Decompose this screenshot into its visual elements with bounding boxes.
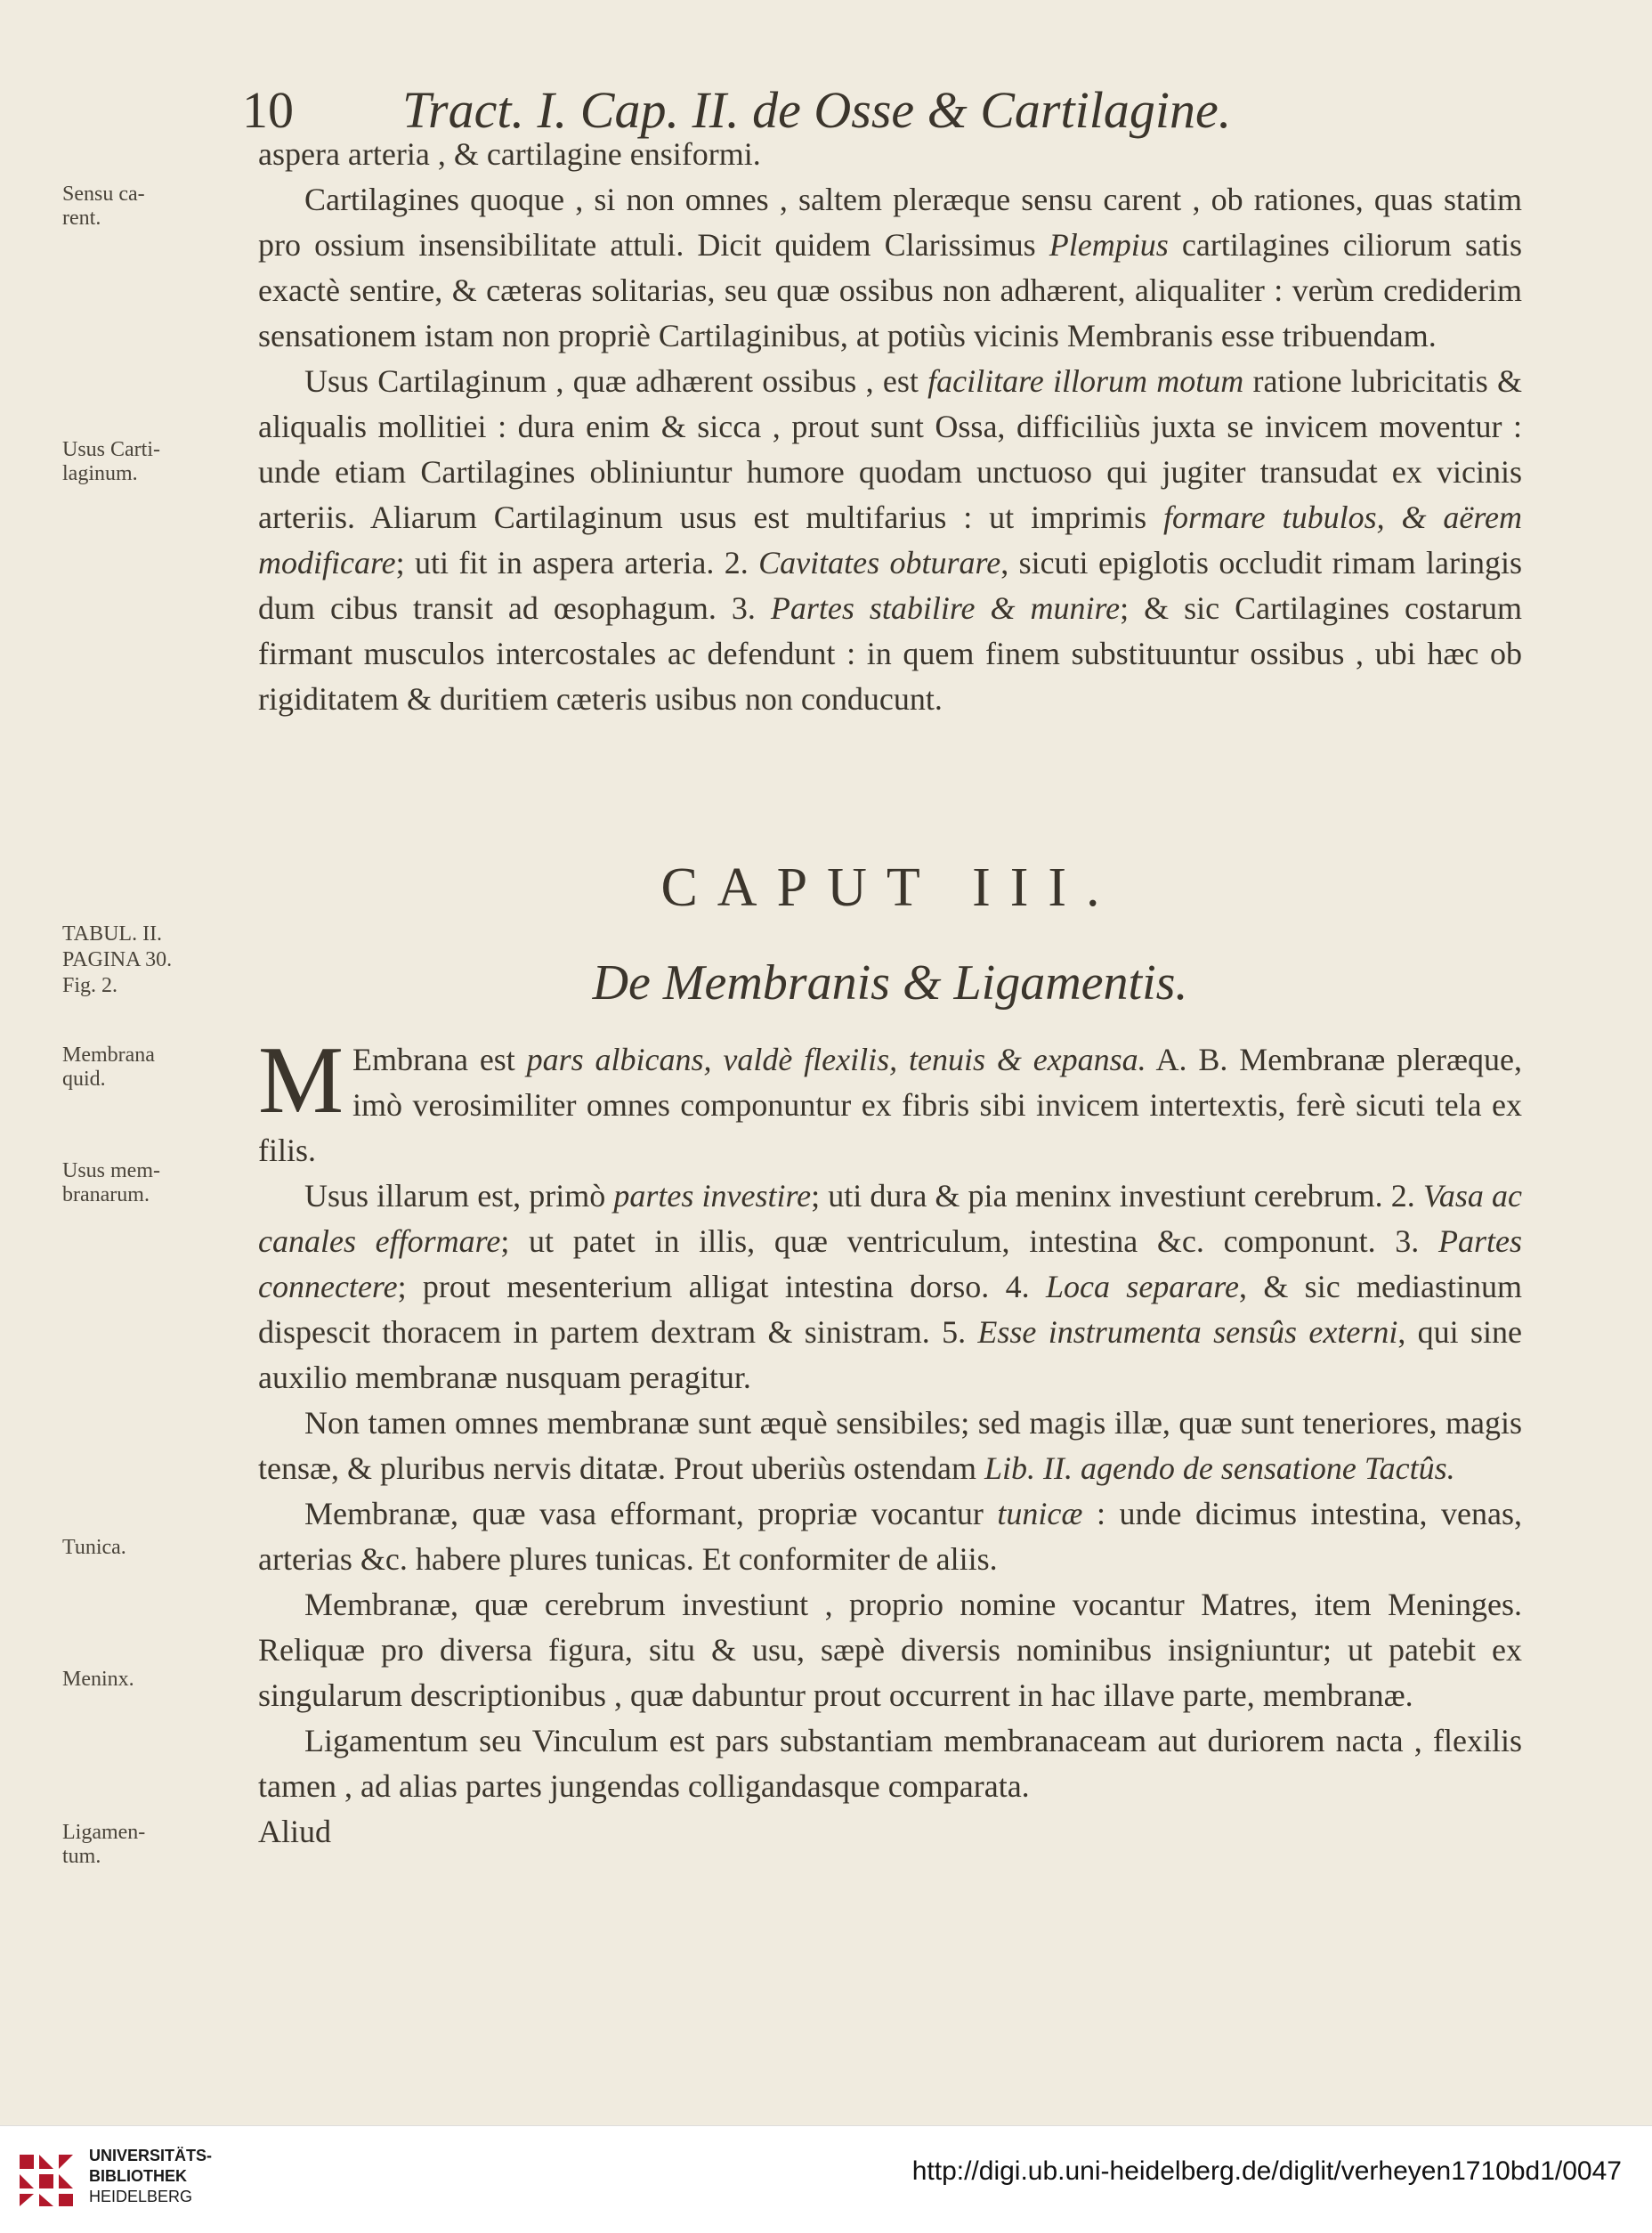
margin-note-tunica: Tunica. (62, 1536, 126, 1559)
margin-note-usus-membranarum: Usus mem- branarum. (62, 1159, 160, 1206)
margin-note-usus-cartilaginum: Usus Carti- laginum. (62, 438, 160, 485)
drop-cap: M (258, 1027, 344, 1133)
paragraph-membrana-definition: M Embrana est pars albicans, valdè flexilis, tenuis & expansa. A. B. Membranæ pleræque, imò verosimiliter omnes componuntur ex fibris sibi invicem intertextis, ferè sicuti tela ex filis. (258, 1027, 1523, 1168)
margin-note-tabula-reference: TABUL. II. PAGINA 30. Fig. 2. (62, 922, 173, 997)
body-text-membranes (258, 1027, 1523, 1855)
margin-note-meninx: Meninx. (62, 1668, 134, 1691)
body-text-cartilage (258, 132, 1522, 722)
running-title: Tract. I. Cap. II. de Osse & Cartilagine. (402, 81, 1232, 139)
catchword: Aliud (258, 1814, 332, 1849)
paragraph-sensu-carent: Cartilagines quoque , si non omnes , saltem pleræque sensu carent , ob rationes, quas statim pro ossium insensibilitate attuli. Dicit quidem Clarissimus Plempius cartilagines ciliorum satis exactè sentire, & cæteras solitarias, seu quæ ossibus non adhærent, aliqualiter : verùm crediderim sensationem istam non propriè Cartilaginibus, at potiùs vicinis Membranis esse tribuendam. (258, 182, 1523, 353)
source-url-link[interactable]: http://digi.ub.uni-heidelberg.de/diglit/verheyen1710bd1/0047 (911, 2156, 1622, 2186)
paragraph-usus-membranarum: Usus illarum est, primò partes investire; uti dura & pia meninx investiunt cerebrum. 2. Vasa ac canales efformare; ut patet in illis, quæ ventriculum, intestina &c. componunt. 3. Partes connectere; prout mesenterium alligat intestina dorso. 4. Loca separare, & sic mediastinum dispescit thoracem in partem dextram & sinistram. 5. Esse instrumenta sensûs externi, qui sine auxilio membranæ nusquam peragitur. (258, 1178, 1523, 1395)
chapter-heading: CAPUT III. (660, 857, 1120, 918)
margin-note-sensu-carent: Sensu ca- rent. (62, 183, 145, 230)
margin-note-ligamentum: Ligamen- tum. (62, 1821, 146, 1868)
margin-note-membrana-quid: Membrana quid. (62, 1043, 155, 1091)
paragraph-ligamentum: Ligamentum seu Vinculum est pars substantiam membranaceam aut duriorem nacta , flexilis tamen , ad alias partes jungendas colligandasque comparata. (258, 1723, 1522, 1804)
paragraph-tunica: Membranæ, quæ vasa efformant, propriæ vocantur tunicæ : unde dicimus intestina, venas, arterias &c. habere plures tunicas. Et conformiter de aliis. (258, 1496, 1523, 1577)
chapter-subtitle: De Membranis & Ligamentis. (592, 955, 1188, 1011)
library-name[interactable]: UNIVERSITÄTS- BIBLIOTHEK HEIDELBERG (89, 2147, 213, 2205)
paragraph-meninx: Membranæ, quæ cerebrum investiunt , proprio nomine vocantur Matres, item Meninges. Reliquæ pro diversa figura, situ & usu, sæpè diversis nominibus insigniuntur; ut patebit ex singularum descriptionibus , quæ dabuntur prout occurrent in hac illave parte, membranæ. (258, 1587, 1522, 1713)
footer-bar (0, 2125, 1652, 2233)
page-number: 10 (242, 81, 294, 139)
paragraph-sensibiles: Non tamen omnes membranæ sunt æquè sensibiles; sed magis illæ, quæ sunt teneriores, magis tensæ, & pluribus nervis ditatæ. Prout uberiùs ostendam Lib. II. agendo de sensatione Tactûs. (258, 1405, 1522, 1486)
university-library-logo-icon[interactable] (14, 2146, 77, 2210)
paragraph-continuation: aspera arteria , & cartilagine ensiformi. (258, 136, 761, 172)
paragraph-usus-cartilaginum: Usus Cartilaginum , quæ adhærent ossibus , est facilitare illorum motum ratione lubricitatis & aliqualis mollitiei : dura enim & sicca , prout sunt Ossa, difficiliùs juxta se invicem moventur : unde etiam Cartilagines obliniuntur humore quodam unctuoso qui jugiter transudat ex vicinis arteriis. Aliarum Cartilaginum usus est multifarius : ut imprimis formare tubulos, & aërem modificare; uti fit in aspera arteria. 2. Cavitates obturare, sicuti epiglotis occludit rimam laringis dum cibus transit ad œsophagum. 3. Partes stabilire & munire; & sic Cartilagines costarum firmant musculos intercostales ac defendunt : in quem finem substituuntur ossibus , ubi hæc ob rigiditatem & duritiem cæteris usibus non conducunt. (258, 363, 1523, 717)
